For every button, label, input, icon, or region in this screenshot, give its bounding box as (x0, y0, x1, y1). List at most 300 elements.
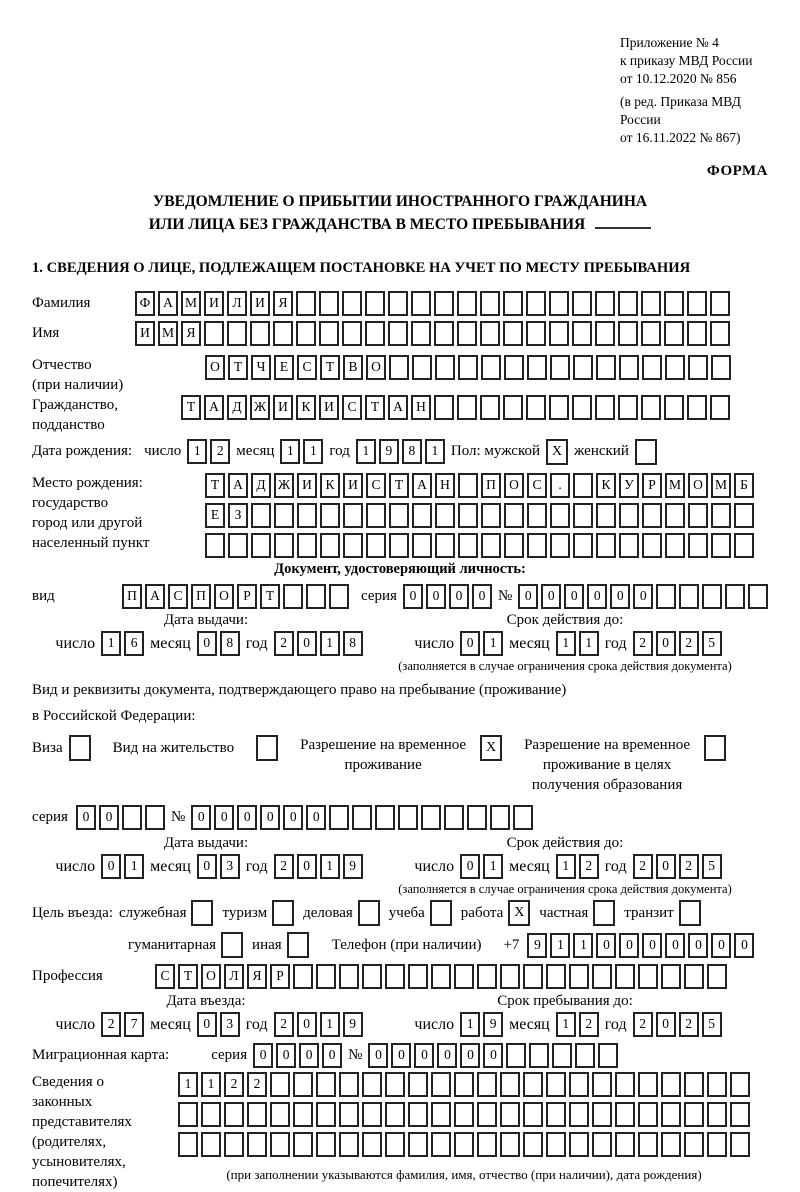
doc-series-label: серия (361, 588, 397, 604)
birth-place-cells-1 (205, 473, 754, 498)
char-cell (385, 1072, 405, 1097)
valid-until-header: Срок действия до: (506, 612, 624, 628)
char-cell (638, 1072, 658, 1097)
char-cell (711, 355, 731, 380)
char-cell (619, 533, 639, 558)
representatives-row (32, 1072, 768, 1192)
series-label: серия (32, 809, 68, 825)
char-cell (178, 1102, 198, 1127)
char-cell: С (366, 473, 386, 498)
gender-female-label: женский (574, 443, 629, 459)
purpose-work-checkbox: X (508, 900, 530, 926)
char-cell: 2 (679, 631, 699, 656)
char-cell (575, 1043, 595, 1068)
residence-doc-intro-2: в Российской Федерации: (32, 708, 196, 724)
day-label: число (414, 1016, 455, 1033)
phone-cells (527, 933, 754, 958)
char-cell: 9 (343, 1012, 363, 1037)
representatives-caption: (при заполнении указываются фамилия, имя, отчество (при наличии), дата рождения) (226, 1167, 702, 1182)
char-cell (250, 321, 270, 346)
char-cell: 2 (274, 631, 294, 656)
char-cell: Д (227, 395, 247, 420)
profession-cells (155, 964, 727, 989)
char-cell (274, 503, 294, 528)
residence-doc-dates (32, 835, 768, 897)
char-cell: И (319, 395, 339, 420)
series-label: серия (211, 1047, 248, 1063)
residence-doc-series-row (32, 805, 768, 830)
char-cell: 0 (656, 854, 676, 879)
char-cell (500, 964, 520, 989)
char-cell: А (204, 395, 224, 420)
citizenship-label-2: подданство (32, 417, 105, 433)
char-cell (224, 1132, 244, 1157)
name-row (32, 321, 768, 346)
char-cell (458, 533, 478, 558)
char-cell: 0 (403, 584, 423, 609)
birth-date-row (32, 439, 768, 465)
char-cell: 5 (702, 854, 722, 879)
char-cell: А (145, 584, 165, 609)
char-cell: Я (181, 321, 201, 346)
profession-row (32, 964, 768, 989)
char-cell (592, 1132, 612, 1157)
char-cell (687, 291, 707, 316)
char-cell (503, 291, 523, 316)
day-label: число (414, 635, 455, 652)
doc-type-label: вид (32, 588, 55, 604)
visa-label: Виза (32, 740, 63, 756)
edu-residence-label-3: получения образования (531, 777, 683, 793)
valid-until-header: Срок действия до: (506, 835, 624, 851)
char-cell (595, 395, 615, 420)
char-cell: 0 (214, 805, 234, 830)
birth-month-cells (280, 439, 323, 464)
char-cell (297, 503, 317, 528)
month-label: месяц (236, 443, 275, 459)
issue-date-header: Дата выдачи: (163, 835, 249, 851)
char-cell: 0 (564, 584, 584, 609)
char-cell (707, 1072, 727, 1097)
char-cell: 9 (483, 1012, 503, 1037)
char-cell (297, 533, 317, 558)
char-cell: 3 (220, 854, 240, 879)
representatives-label-5: усыновителях, (32, 1154, 126, 1170)
char-cell (408, 964, 428, 989)
char-cell (596, 355, 616, 380)
char-cell (665, 503, 685, 528)
char-cell (619, 503, 639, 528)
patronymic-label-note: (при наличии) (32, 377, 124, 393)
char-cell: 0 (587, 584, 607, 609)
doc-number-cells (518, 584, 768, 609)
month-label: месяц (150, 1016, 191, 1033)
day-label: число (55, 858, 96, 875)
char-cell (273, 321, 293, 346)
appendix-line: от 10.12.2020 № 856 (620, 71, 737, 86)
migration-card-row (32, 1043, 768, 1068)
char-cell: Я (247, 964, 267, 989)
char-cell (385, 1102, 405, 1127)
char-cell: 8 (343, 631, 363, 656)
purpose-work-label: работа (460, 904, 504, 921)
char-cell (457, 291, 477, 316)
purpose-tourism-checkbox (272, 900, 294, 926)
char-cell (490, 805, 510, 830)
char-cell: Н (411, 395, 431, 420)
char-cell: 1 (556, 854, 576, 879)
char-cell (549, 395, 569, 420)
entry-day-cells (101, 1012, 144, 1037)
char-cell: 0 (449, 584, 469, 609)
char-cell: 0 (541, 584, 561, 609)
edu-residence-label-1: Разрешение на временное (524, 737, 691, 753)
char-cell: 2 (274, 1012, 294, 1037)
char-cell: 1 (101, 631, 121, 656)
char-cell: 6 (124, 631, 144, 656)
citizenship-cells (181, 395, 730, 420)
char-cell (641, 291, 661, 316)
representatives-label-2: законных (32, 1094, 93, 1110)
char-cell: 0 (642, 933, 662, 958)
char-cell: 2 (633, 854, 653, 879)
char-cell (329, 805, 349, 830)
citizenship-row (32, 395, 768, 435)
birth-place-cells-3 (205, 533, 754, 558)
char-cell (201, 1132, 221, 1157)
char-cell (343, 533, 363, 558)
char-cell: И (250, 291, 270, 316)
purpose-transit-checkbox (679, 900, 701, 926)
purpose-other-checkbox (287, 932, 309, 958)
representatives-cells-2 (178, 1102, 750, 1127)
char-cell (573, 503, 593, 528)
representatives-label-3: представителях (32, 1114, 132, 1130)
char-cell: М (665, 473, 685, 498)
doc-type-cells (122, 584, 349, 609)
char-cell: 2 (210, 439, 230, 464)
char-cell (550, 355, 570, 380)
char-cell: 1 (320, 631, 340, 656)
char-cell: 0 (197, 1012, 217, 1037)
birth-place-row (32, 473, 768, 558)
char-cell (748, 584, 768, 609)
char-cell (296, 321, 316, 346)
char-cell (569, 964, 589, 989)
purpose-official-label: служебная (118, 904, 187, 921)
char-cell (480, 395, 500, 420)
char-cell (506, 1043, 526, 1068)
char-cell (711, 503, 731, 528)
char-cell (596, 533, 616, 558)
char-cell: 0 (711, 933, 731, 958)
birth-day-cells (187, 439, 230, 464)
char-cell (339, 964, 359, 989)
char-cell: К (296, 395, 316, 420)
title-line-2: ИЛИ ЛИЦА БЕЗ ГРАЖДАНСТВА В МЕСТО ПРЕБЫВАНИЯ (148, 216, 586, 233)
char-cell (702, 584, 722, 609)
char-cell (388, 291, 408, 316)
char-cell (352, 805, 372, 830)
validity-caption: (заполняется в случае ограничения срока действия документа) (398, 659, 732, 673)
char-cell (500, 1132, 520, 1157)
char-cell (204, 321, 224, 346)
char-cell (526, 291, 546, 316)
char-cell: 0 (297, 854, 317, 879)
char-cell: 1 (356, 439, 376, 464)
char-cell (638, 964, 658, 989)
char-cell: 1 (556, 631, 576, 656)
residence-permit-label: Вид на жительство (112, 740, 235, 756)
char-cell: 1 (187, 439, 207, 464)
char-cell (247, 1132, 267, 1157)
birth-place-label: Место рождения: (32, 475, 143, 491)
char-cell (684, 1072, 704, 1097)
month-label: месяц (150, 858, 191, 875)
char-cell (592, 1102, 612, 1127)
char-cell: 1 (483, 854, 503, 879)
char-cell (546, 1132, 566, 1157)
char-cell (421, 805, 441, 830)
char-cell (500, 1102, 520, 1127)
char-cell (546, 1102, 566, 1127)
char-cell (320, 503, 340, 528)
char-cell (316, 1132, 336, 1157)
birth-place-cells-2 (205, 503, 754, 528)
res-valid-month-cells (556, 854, 599, 879)
char-cell: М (158, 321, 178, 346)
char-cell (444, 805, 464, 830)
char-cell (687, 321, 707, 346)
year-label: год (329, 443, 350, 459)
char-cell (306, 584, 326, 609)
char-cell: О (688, 473, 708, 498)
char-cell: Е (205, 503, 225, 528)
surname-row (32, 291, 768, 316)
char-cell (293, 1072, 313, 1097)
char-cell (454, 1102, 474, 1127)
char-cell: А (412, 473, 432, 498)
char-cell (503, 321, 523, 346)
char-cell: 2 (633, 1012, 653, 1037)
char-cell (339, 1132, 359, 1157)
char-cell (665, 355, 685, 380)
char-cell (523, 1132, 543, 1157)
char-cell: 2 (679, 1012, 699, 1037)
birth-place-label-2: государство (32, 495, 109, 511)
char-cell: К (320, 473, 340, 498)
char-cell (529, 1043, 549, 1068)
patronymic-row (32, 355, 768, 395)
char-cell (362, 1132, 382, 1157)
char-cell (408, 1132, 428, 1157)
char-cell (316, 1102, 336, 1127)
char-cell (596, 503, 616, 528)
temp-residence-label-1: Разрешение на временное (300, 737, 467, 753)
residence-doc-intro-1: Вид и реквизиты документа, подтверждающего право на пребывание (проживание) (32, 682, 567, 698)
name-label: Имя (32, 325, 60, 341)
char-cell (615, 1102, 635, 1127)
char-cell (145, 805, 165, 830)
appendix-block (620, 34, 768, 147)
char-cell (319, 321, 339, 346)
res-valid-year-cells (633, 854, 722, 879)
representatives-cells-1 (178, 1072, 750, 1097)
char-cell: 1 (579, 631, 599, 656)
char-cell (595, 291, 615, 316)
phone-label: Телефон (при наличии) (331, 936, 482, 953)
char-cell: 0 (299, 1043, 319, 1068)
res-issue-day-cells (101, 854, 144, 879)
purpose-other-label: иная (252, 936, 282, 953)
char-cell: 9 (343, 854, 363, 879)
issue-date-header: Дата выдачи: (163, 612, 249, 628)
char-cell: О (214, 584, 234, 609)
day-label: число (144, 443, 182, 459)
char-cell: Ч (251, 355, 271, 380)
char-cell (293, 1102, 313, 1127)
representatives-label-1: Сведения о (32, 1074, 104, 1090)
char-cell: 0 (460, 631, 480, 656)
char-cell (664, 395, 684, 420)
issue-day-cells (101, 631, 144, 656)
char-cell (293, 1132, 313, 1157)
char-cell: 1 (483, 631, 503, 656)
validity-caption: (заполняется в случае ограничения срока действия документа) (398, 882, 732, 896)
char-cell (454, 964, 474, 989)
purpose-transit-label: транзит (624, 904, 674, 921)
char-cell: 8 (220, 631, 240, 656)
char-cell: 0 (297, 1012, 317, 1037)
char-cell (477, 1102, 497, 1127)
char-cell: 0 (283, 805, 303, 830)
char-cell: 0 (460, 854, 480, 879)
identity-doc-row (32, 584, 768, 609)
char-cell (661, 1132, 681, 1157)
char-cell (411, 321, 431, 346)
char-cell: Д (251, 473, 271, 498)
entry-dates (32, 993, 768, 1037)
char-cell: 0 (619, 933, 639, 958)
char-cell: Р (642, 473, 662, 498)
char-cell: . (550, 473, 570, 498)
char-cell: 0 (414, 1043, 434, 1068)
char-cell (569, 1072, 589, 1097)
char-cell (467, 805, 487, 830)
char-cell (274, 533, 294, 558)
doc-number-label: № (497, 588, 513, 604)
year-label: год (245, 1016, 268, 1033)
purpose-official-checkbox (191, 900, 213, 926)
char-cell (431, 964, 451, 989)
char-cell (679, 584, 699, 609)
char-cell (730, 1132, 750, 1157)
char-cell: 0 (426, 584, 446, 609)
char-cell (458, 503, 478, 528)
char-cell (477, 1072, 497, 1097)
char-cell: И (273, 395, 293, 420)
char-cell: 0 (483, 1043, 503, 1068)
edu-residence-label-2: проживание в целях (542, 757, 672, 773)
char-cell (711, 533, 731, 558)
identity-doc-heading: Документ, удостоверяющий личность: (274, 561, 526, 577)
char-cell (569, 1132, 589, 1157)
char-cell (546, 1072, 566, 1097)
char-cell (411, 291, 431, 316)
char-cell: Т (389, 473, 409, 498)
char-cell (339, 1072, 359, 1097)
char-cell (477, 1132, 497, 1157)
valid-month-cells (556, 631, 599, 656)
char-cell: 0 (656, 631, 676, 656)
purpose-private-label: частная (539, 904, 589, 921)
char-cell (343, 503, 363, 528)
birth-place-label-4: населенный пункт (32, 535, 150, 551)
char-cell: 0 (306, 805, 326, 830)
char-cell: 0 (237, 805, 257, 830)
char-cell: 0 (197, 631, 217, 656)
char-cell: 0 (734, 933, 754, 958)
purpose-row-1 (32, 900, 768, 926)
char-cell (227, 321, 247, 346)
char-cell (615, 1072, 635, 1097)
birth-place-label-3: город или другой (32, 515, 143, 531)
char-cell (642, 533, 662, 558)
char-cell (412, 533, 432, 558)
char-cell: С (297, 355, 317, 380)
char-cell: 0 (472, 584, 492, 609)
residence-number-cells (191, 805, 533, 830)
char-cell: 3 (220, 1012, 240, 1037)
char-cell: 2 (679, 854, 699, 879)
char-cell: 0 (197, 854, 217, 879)
char-cell: И (204, 291, 224, 316)
birth-date-label: Дата рождения: (32, 443, 133, 459)
char-cell: 2 (274, 854, 294, 879)
temp-residence-checkbox: X (480, 735, 502, 761)
char-cell (592, 1072, 612, 1097)
char-cell: 0 (76, 805, 96, 830)
char-cell (480, 291, 500, 316)
char-cell (251, 503, 271, 528)
surname-cells (135, 291, 730, 316)
entry-date-header: Дата въезда: (166, 993, 246, 1009)
residence-permit-checkbox (256, 735, 278, 761)
char-cell: 9 (379, 439, 399, 464)
char-cell (710, 321, 730, 346)
char-cell (641, 321, 661, 346)
char-cell (710, 395, 730, 420)
res-valid-day-cells (460, 854, 503, 879)
char-cell: 0 (518, 584, 538, 609)
temp-residence-label-2: проживание (344, 757, 422, 773)
char-cell (684, 1132, 704, 1157)
profession-label: Профессия (32, 968, 103, 984)
day-label: число (55, 1016, 96, 1033)
char-cell (320, 533, 340, 558)
char-cell: 0 (297, 631, 317, 656)
representatives-label-4: (родителях, (32, 1134, 107, 1150)
char-cell (688, 355, 708, 380)
char-cell: 2 (101, 1012, 121, 1037)
char-cell (734, 533, 754, 558)
char-cell: 1 (201, 1072, 221, 1097)
char-cell: 0 (391, 1043, 411, 1068)
migration-number-cells (368, 1043, 618, 1068)
char-cell (618, 291, 638, 316)
char-cell: Т (260, 584, 280, 609)
year-label: год (245, 858, 268, 875)
